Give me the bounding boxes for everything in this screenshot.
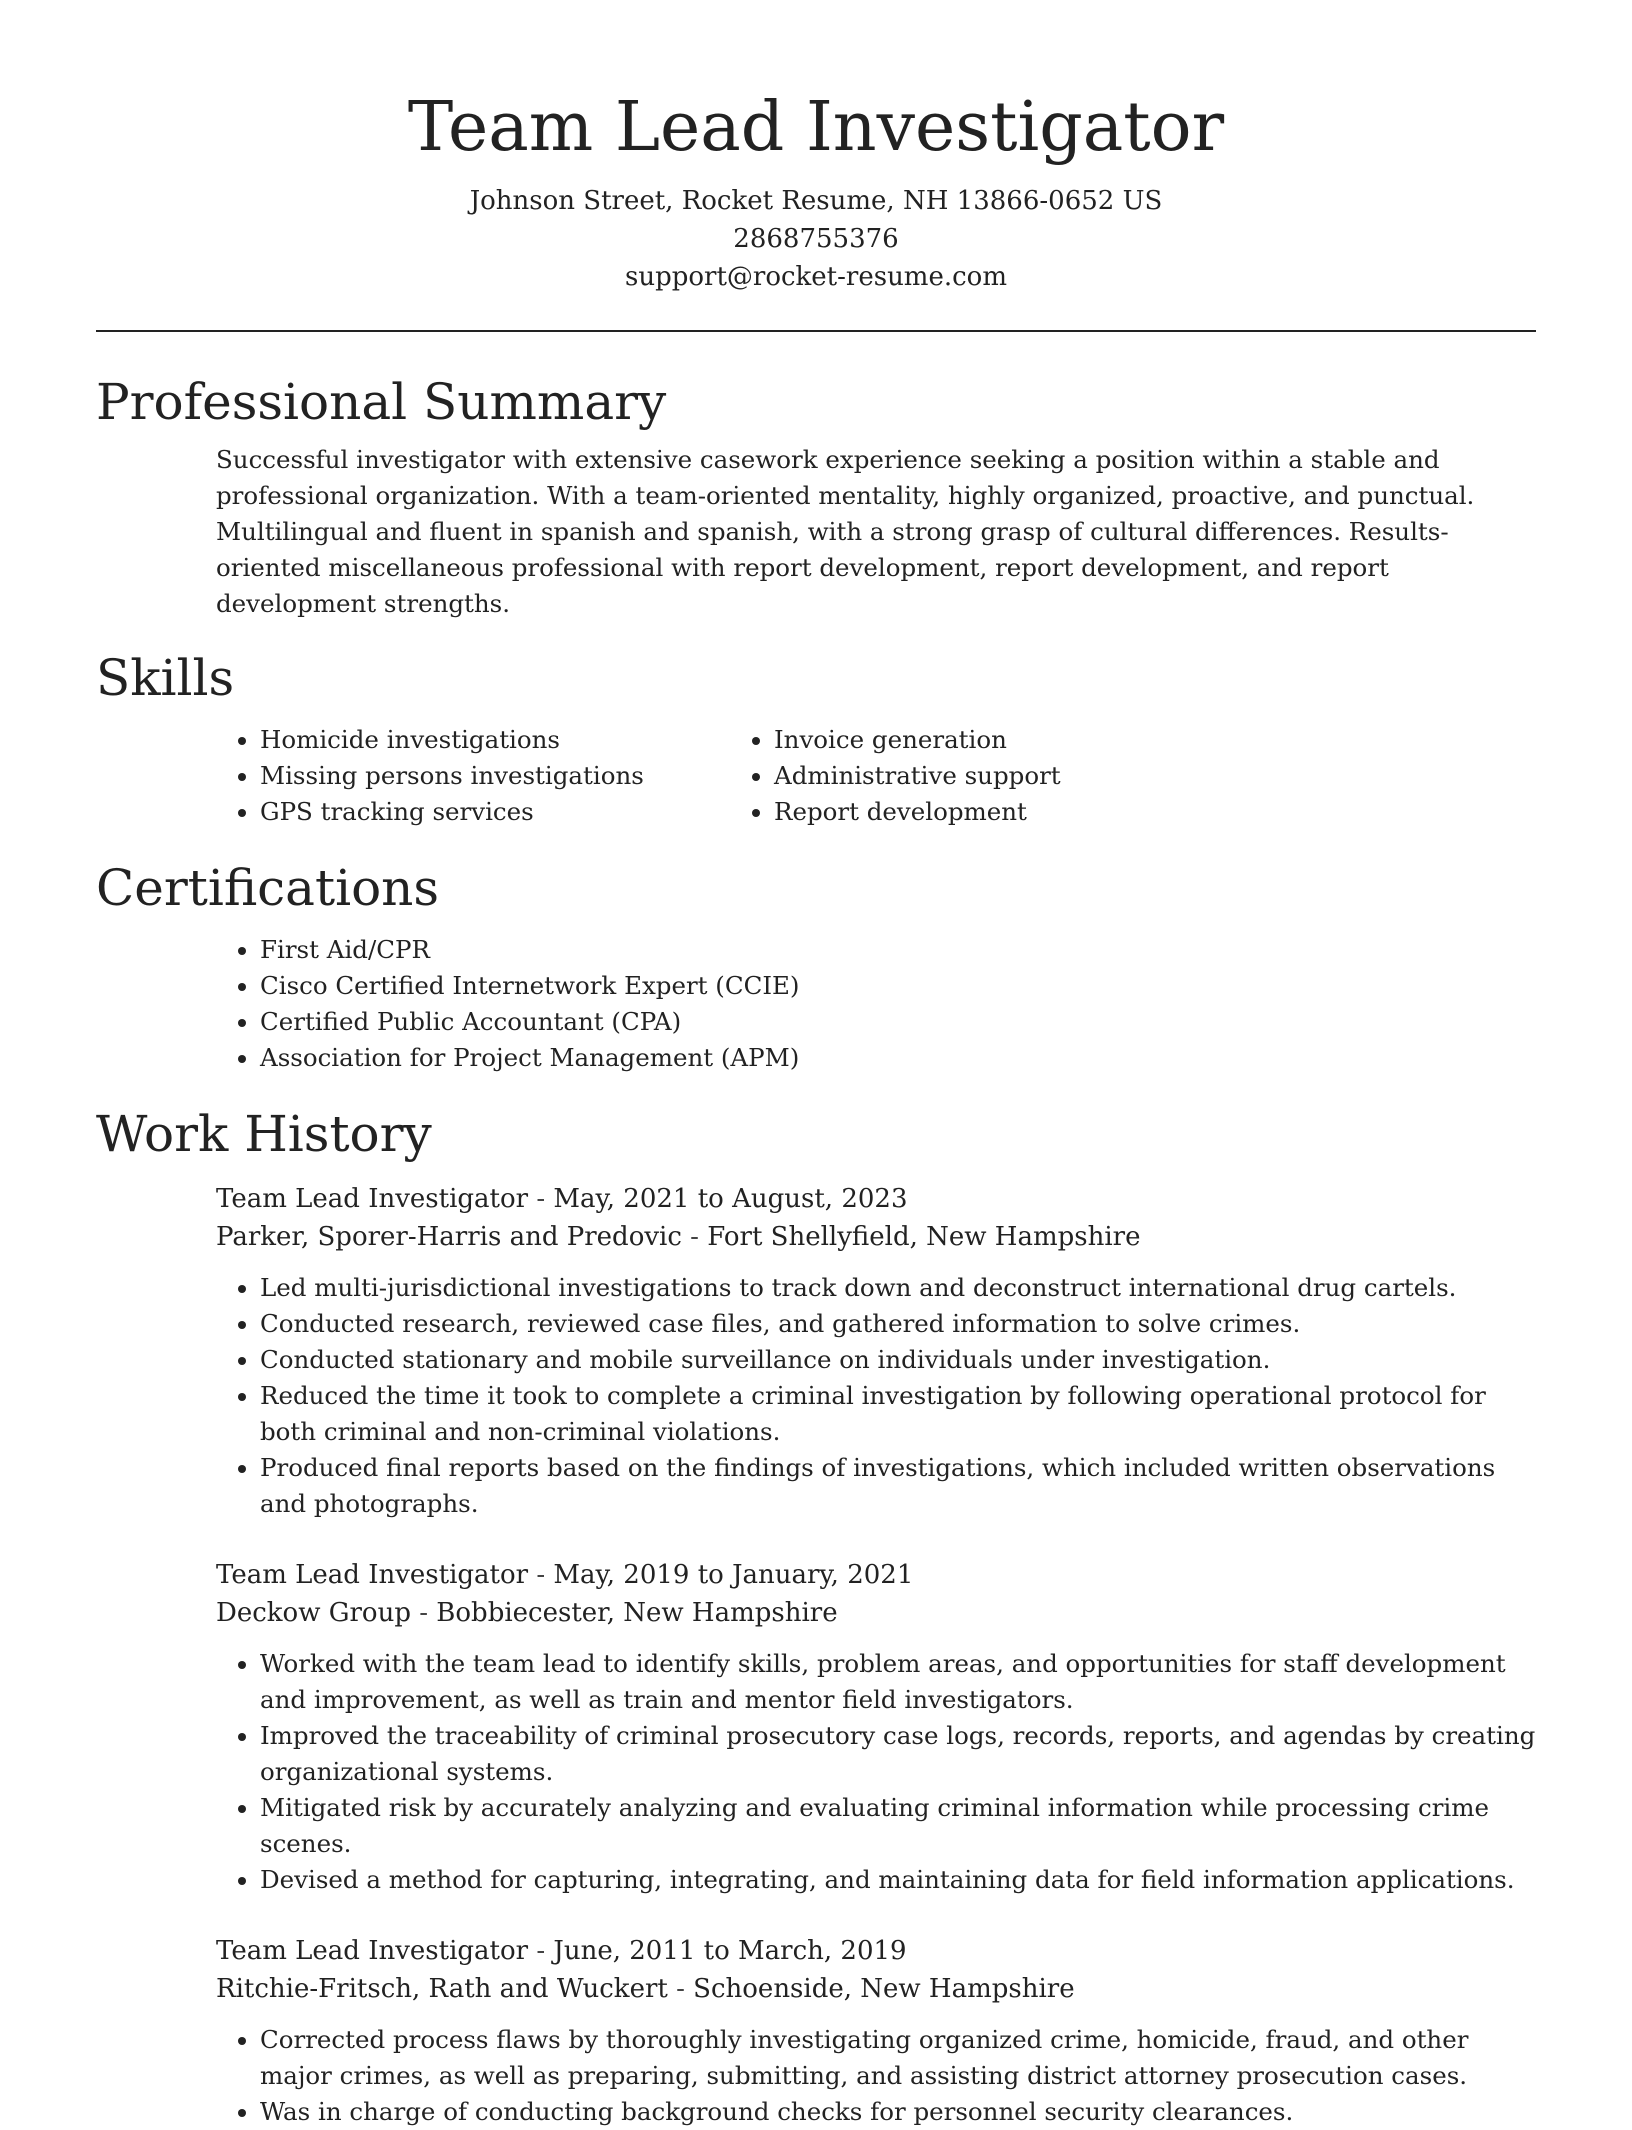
candidate-name: Team Lead Investigator — [407, 88, 1225, 167]
job-bullet: • Devised a method for capturing, integrating, and maintaining data for field information applications. — [260, 1862, 1536, 1898]
job-bullet: • Reduced the time it took to complete a criminal investigation by following operational protocol for both criminal and non-criminal violations. — [260, 1378, 1536, 1450]
job-entry — [216, 1180, 1536, 1522]
skills-list — [96, 722, 1536, 830]
job-dates: June, 2011 to March, 2019 — [553, 1936, 907, 1966]
header-divider — [96, 330, 1536, 332]
work-history-title: Work History — [96, 1105, 432, 1163]
job-bullet: • Improved the traceability of criminal prosecutory case logs, records, reports, and agendas by creating organizational systems. — [260, 1718, 1536, 1790]
certification-item: • Certified Public Accountant (CPA) — [260, 1004, 1536, 1040]
email-address: support@rocket-resume.com — [624, 262, 1007, 292]
separator: - — [667, 1974, 694, 2004]
job-bullet: • Corrected process flaws by thoroughly investigating organized crime, homicide, fraud, and other major crimes, as well as preparing, submitting, and assisting district attorney prosecution cases. — [260, 2022, 1536, 2094]
resume-page — [96, 0, 1536, 2130]
skill-item: • Missing persons investigations — [260, 758, 746, 794]
job-entry — [216, 1556, 1536, 1898]
separator: - — [528, 1560, 554, 1590]
job-location: Schoenside, New Hampshire — [693, 1974, 1075, 2004]
job-company-line — [216, 1594, 1536, 1632]
summary-section — [96, 370, 1536, 622]
separator: - — [681, 1222, 708, 1252]
separator: - — [528, 1184, 554, 1214]
job-dates: May, 2019 to January, 2021 — [553, 1560, 914, 1590]
job-location: Bobbiecester, New Hampshire — [436, 1598, 838, 1628]
job-bullet: • Led multi-jurisdictional investigations to track down and deconstruct international drug cartels. — [260, 1270, 1536, 1306]
skills-column-right — [746, 722, 1396, 830]
job-bullets — [216, 1646, 1536, 1898]
skill-item: • Invoice generation — [774, 722, 1396, 758]
certification-item: • Association for Project Management (APM) — [260, 1040, 1536, 1076]
work-history-section — [96, 1102, 1536, 2130]
job-role: Team Lead Investigator — [216, 1936, 529, 1966]
job-bullet: • Worked with the team lead to identify skills, problem areas, and opportunities for staff development and improvement, as well as train and mentor field investigators. — [260, 1646, 1536, 1718]
job-role: Team Lead Investigator — [216, 1560, 529, 1590]
separator: - — [528, 1936, 554, 1966]
phone-number: 2868755376 — [733, 224, 899, 254]
separator: - — [410, 1598, 437, 1628]
job-bullet: • Produced final reports based on the findings of investigations, which included written observations and photographs. — [260, 1450, 1536, 1522]
job-company: Deckow Group — [216, 1598, 411, 1628]
job-bullet: • Was in charge of conducting background checks for personnel security clearances. — [260, 2094, 1536, 2130]
certifications-section — [96, 856, 1536, 1076]
job-dates: May, 2021 to August, 2023 — [553, 1184, 908, 1214]
job-company: Ritchie-Fritsch, Rath and Wuckert — [216, 1974, 668, 2004]
job-role: Team Lead Investigator — [216, 1184, 529, 1214]
skill-item: • Report development — [774, 794, 1396, 830]
job-bullets — [216, 2022, 1536, 2130]
job-entry — [216, 1932, 1536, 2130]
skills-section — [96, 646, 1536, 830]
skill-item: • Homicide investigations — [260, 722, 746, 758]
resume-header — [96, 0, 1536, 296]
job-role-line — [216, 1556, 1536, 1594]
job-company-line — [216, 1970, 1536, 2008]
job-company-line — [216, 1218, 1536, 1256]
address: Johnson Street, Rocket Resume, NH 13866-0652 US — [469, 186, 1163, 216]
job-role-line — [216, 1932, 1536, 1970]
skills-column-left — [96, 722, 746, 830]
certification-item: • First Aid/CPR — [260, 932, 1536, 968]
job-location: Fort Shellyfield, New Hampshire — [707, 1222, 1141, 1252]
job-bullet: • Conducted stationary and mobile surveillance on individuals under investigation. — [260, 1342, 1536, 1378]
certifications-list — [96, 932, 1536, 1076]
skill-item: • Administrative support — [774, 758, 1396, 794]
job-bullets — [216, 1270, 1536, 1522]
job-bullet: • Mitigated risk by accurately analyzing and evaluating criminal information while processing crime scenes. — [260, 1790, 1536, 1862]
skills-title: Skills — [96, 649, 235, 707]
certification-item: • Cisco Certified Internetwork Expert (CCIE) — [260, 968, 1536, 1004]
summary-text: Successful investigator with extensive casework experience seeking a position within a stable and professional organization. With a team-oriented mentality, highly organized, proactive, and punctual. Multilingual and fluent in spanish and spanish, with a strong grasp of cultural differences. Results-oriented miscellaneous professional with report development, report development, and report development strengths. — [216, 445, 1475, 618]
job-role-line — [216, 1180, 1536, 1218]
certifications-title: Certifications — [96, 859, 440, 917]
contact-block — [96, 182, 1536, 296]
summary-title: Professional Summary — [96, 373, 667, 431]
job-company: Parker, Sporer-Harris and Predovic — [216, 1222, 682, 1252]
job-bullet: • Conducted research, reviewed case files, and gathered information to solve crimes. — [260, 1306, 1536, 1342]
skill-item: • GPS tracking services — [260, 794, 746, 830]
